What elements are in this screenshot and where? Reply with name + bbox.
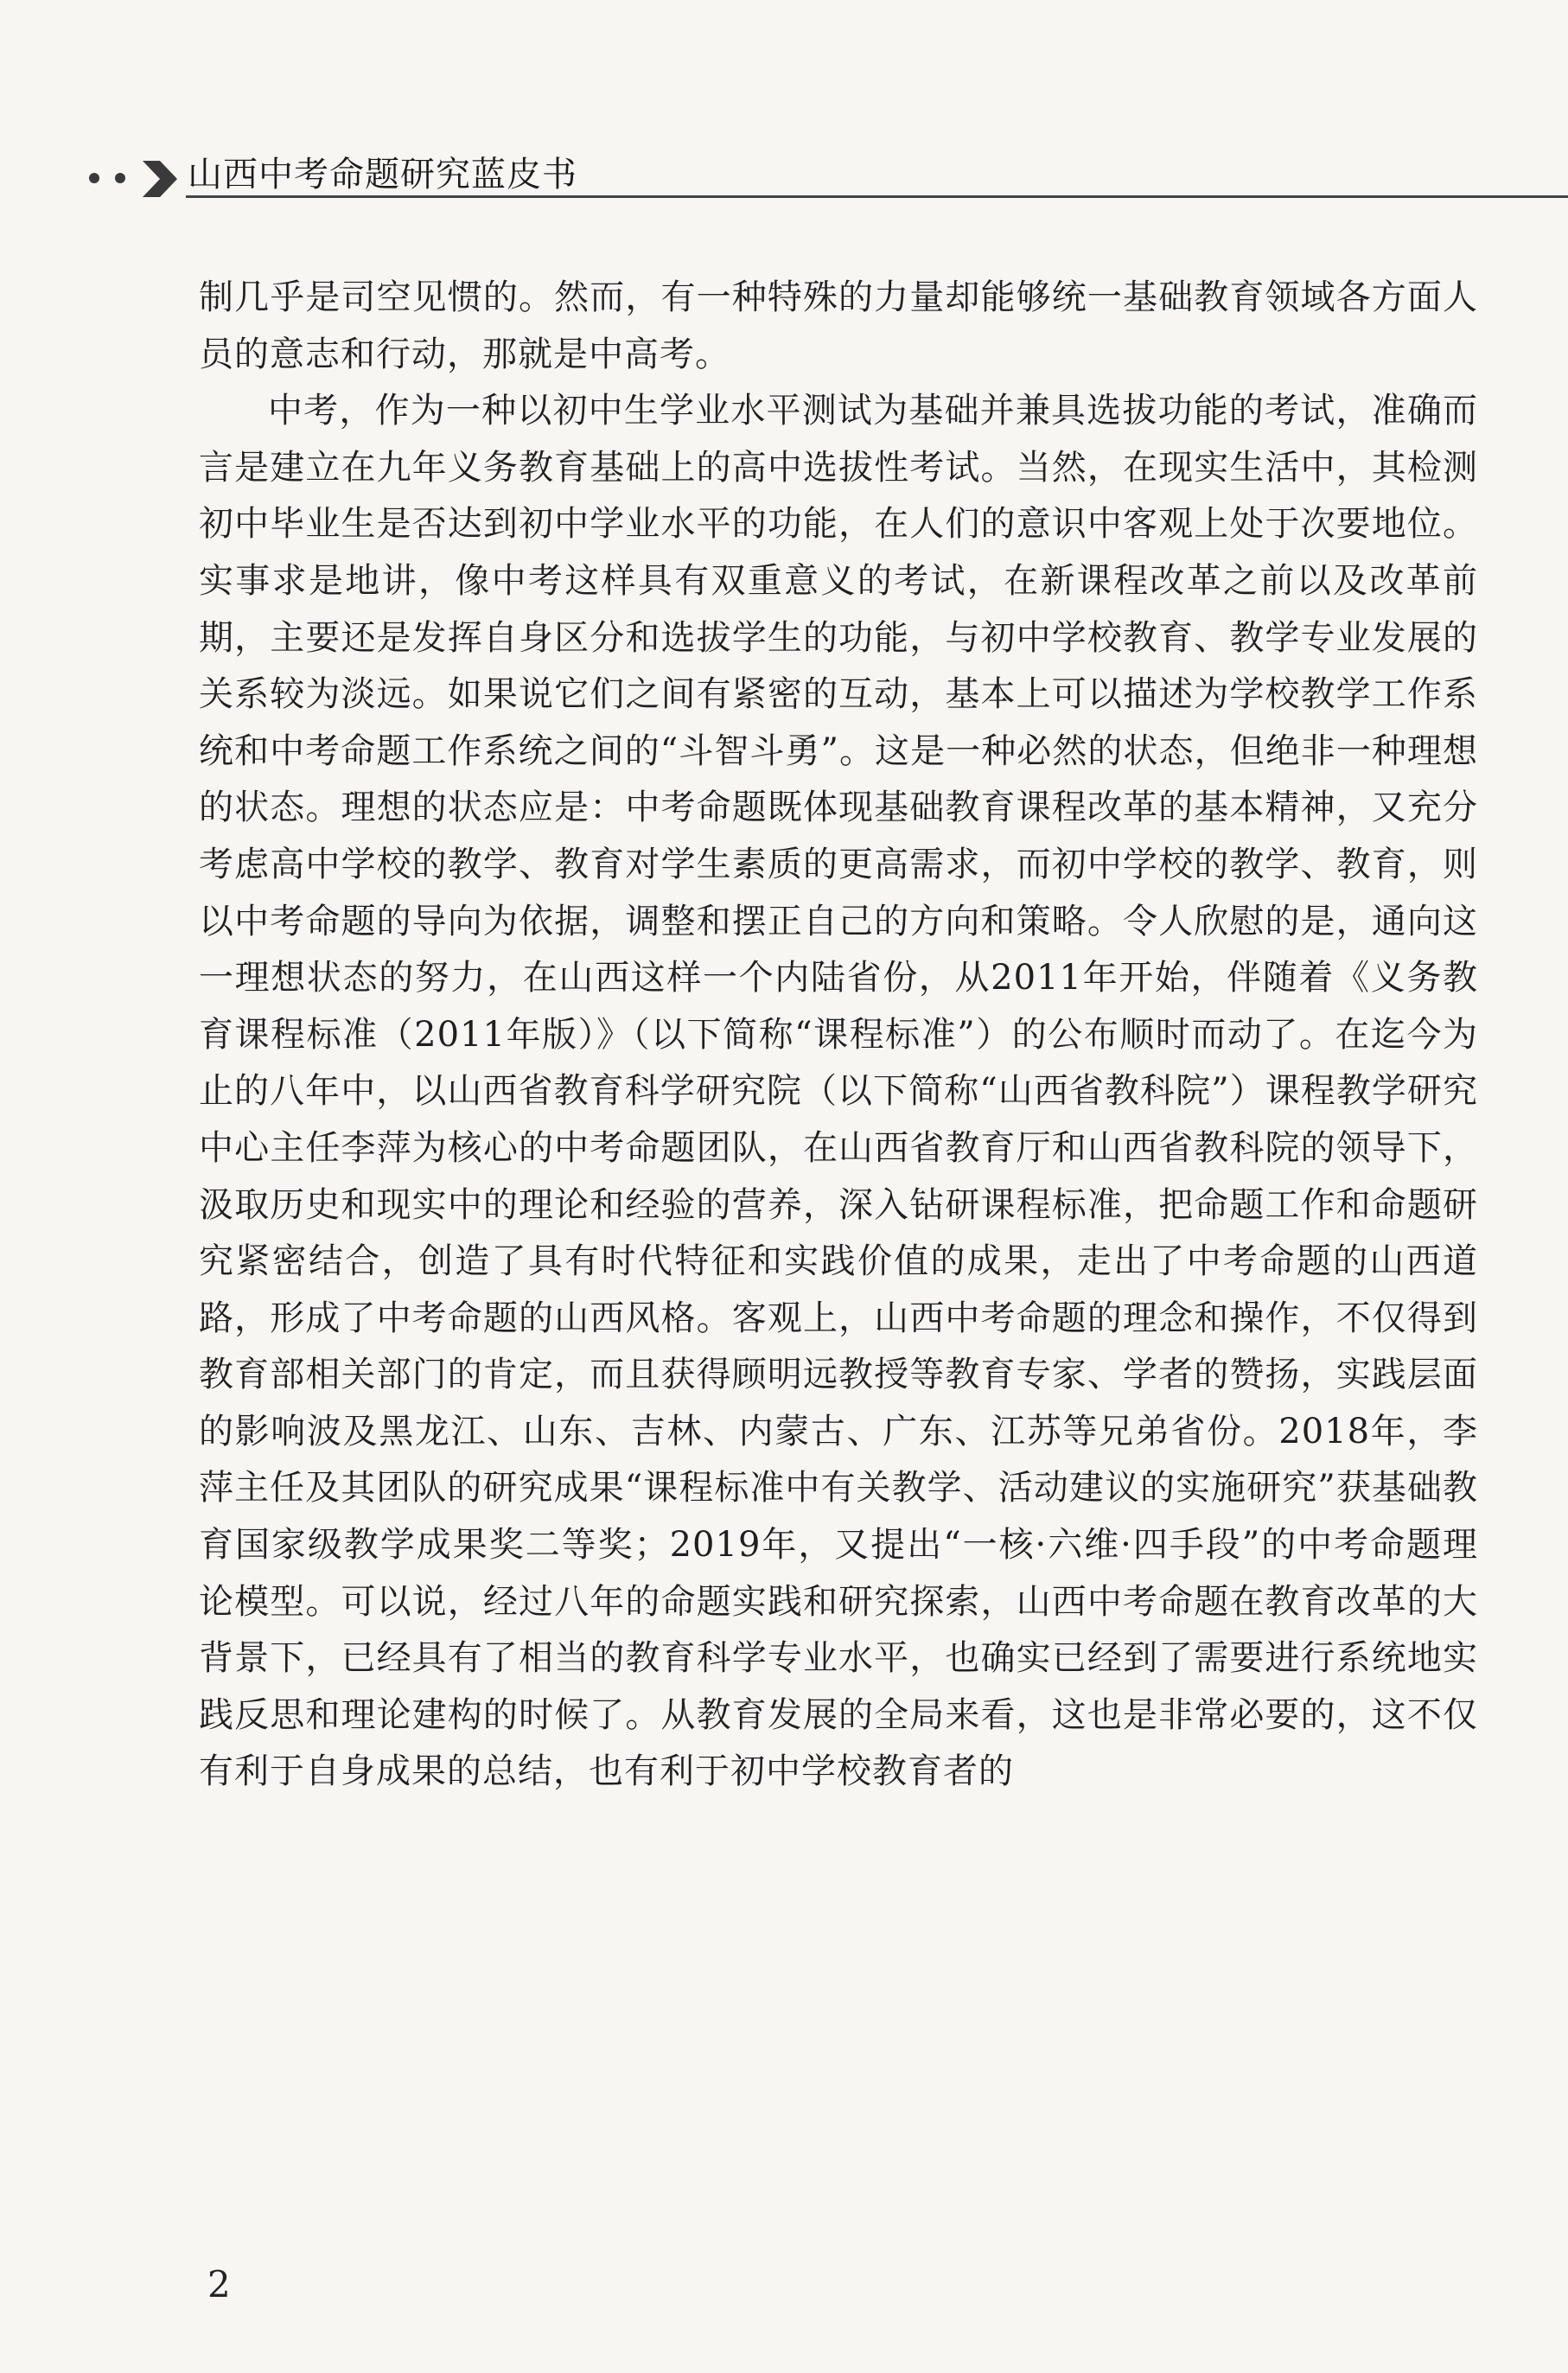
running-header-title: 山西中考命题研究蓝皮书	[188, 155, 577, 195]
paragraph: 制几乎是司空见惯的。然而，有一种特殊的力量却能够统一基础教育领域各方面人员的意志和行动，那就是中高考。	[199, 277, 1478, 374]
header-divider	[186, 195, 1568, 198]
page-number: 2	[207, 2263, 231, 2306]
body-text	[199, 270, 1478, 1801]
dot-icon	[89, 173, 99, 183]
dot-icon	[115, 173, 125, 183]
chevron-right-icon	[137, 157, 181, 201]
running-header	[82, 138, 1568, 199]
paragraph: 中考，作为一种以初中生学业水平测试为基础并兼具选拔功能的考试，准确而言是建立在九年义务教育基础上的高中选拔性考试。当然，在现实生活中，其检测初中毕业生是否达到初中学业水平的功能，在人们的意识中客观上处于次要地位。实事求是地讲，像中考这样具有双重意义的考试，在新课程改革之前以及改革前期，主要还是发挥自身区分和选拔学生的功能，与初中学校教育、教学专业发展的关系较为淡远。如果说它们之间有紧密的互动，基本上可以描述为学校教学工作系统和中考命题工作系统之间的“斗智斗勇”。这是一种必然的状态，但绝非一种理想的状态。理想的状态应是：中考命题既体现基础教育课程改革的基本精神，又充分考虑高中学校的教学、教育对学生素质的更高需求，而初中学校的教学、教育，则以中考命题的导向为依据，调整和摆正自己的方向和策略。令人欣慰的是，通向这一理想状态的努力，在山西这样一个内陆省份，从2011年开始，伴随着《义务教育课程标准（2011年版）》（以下简称“课程标准”）的公布顺时而动了。在迄今为止的八年中，以山西省教育科学研究院（以下简称“山西省教科院”）课程教学研究中心主任李萍为核心的中考命题团队，在山西省教育厅和山西省教科院的领导下，汲取历史和现实中的理论和经验的营养，深入钻研课程标准，把命题工作和命题研究紧密结合，创造了具有时代特征和实践价值的成果，走出了中考命题的山西道路，形成了中考命题的山西风格。客观上，山西中考命题的理念和操作，不仅得到教育部相关部门的肯定，而且获得顾明远教授等教育专家、学者的赞扬，实践层面的影响波及黑龙江、山东、吉林、内蒙古、广东、江苏等兄弟省份。2018年，李萍主任及其团队的研究成果“课程标准中有关教学、活动建议的实施研究”获基础教育国家级教学成果奖二等奖；2019年，又提出“一核·六维·四手段”的中考命题理论模型。可以说，经过八年的命题实践和研究探索，山西中考命题在教育改革的大背景下，已经具有了相当的教育科学专业水平，也确实已经到了需要进行系统地实践反思和理论建构的时候了。从教育发展的全局来看，这也是非常必要的，这不仅有利于自身成果的总结，也有利于初中学校教育者的	[199, 391, 1478, 1792]
